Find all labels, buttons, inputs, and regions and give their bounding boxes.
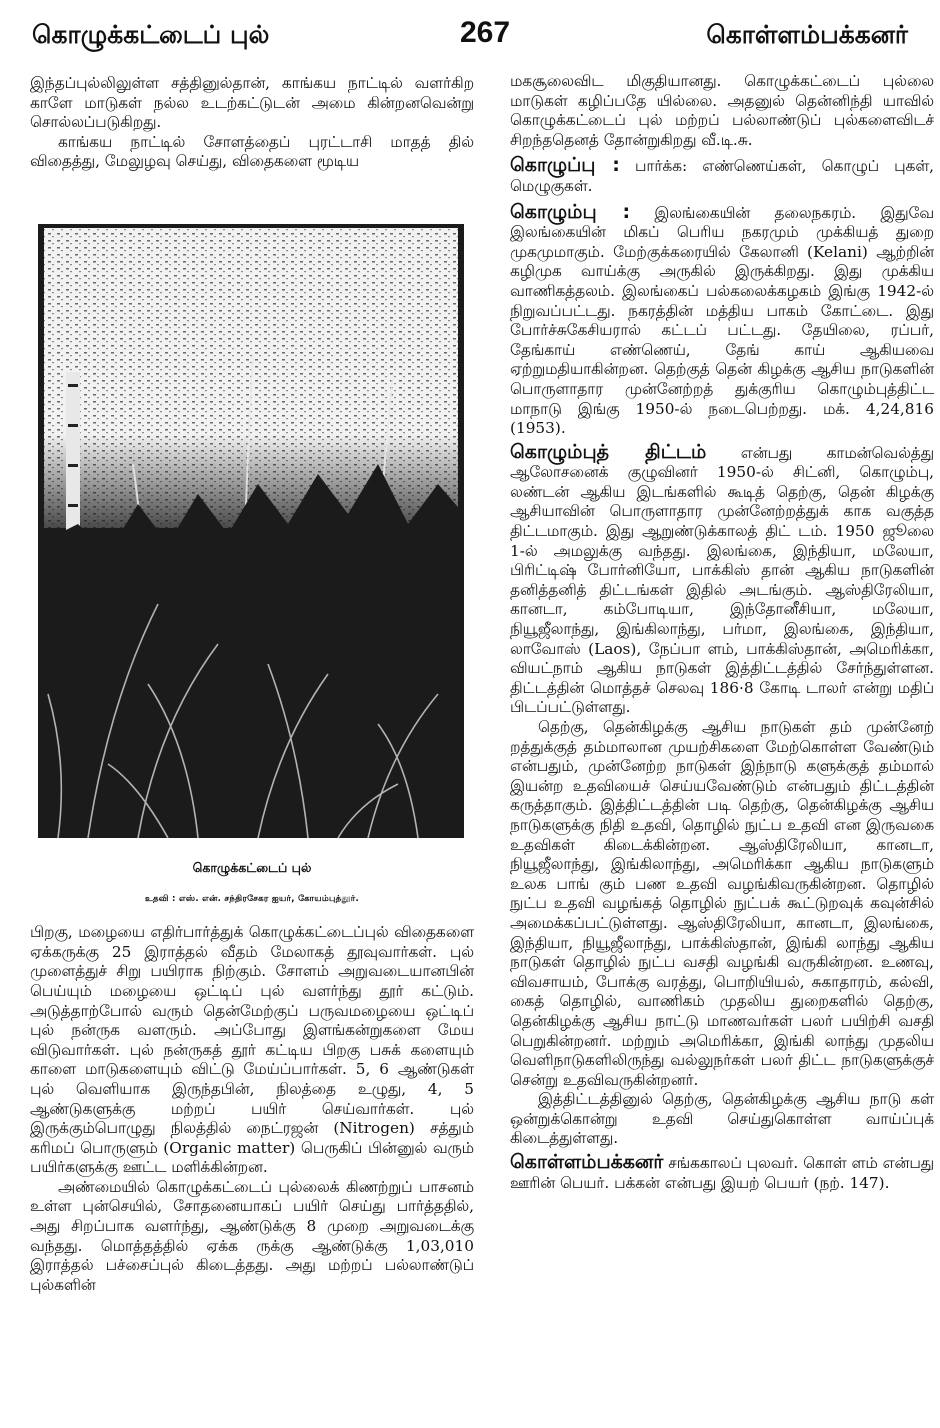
left-para-3: பிறகு, மழையை எதிர்பார்த்துக் கொழுக்கட்டைப்புல் விதைகளை ஏக்கருக்கு 25 இராத்தல் வீதம் மேலாகத் தூவுவார்கள். புல் முளைத்துச் சிறு பயிராக நிற்கும். சோளம் அறுவடையானபின் பெய்யும் மழையை ஒட்டிப் புல் வளர்ந்து தூர் கட்டும். அடுத்தாற்போல் வரும் தென்மேற்குப் பருவமழையை ஒட்டிப் புல் நன்ருக வளரும். அப்போது இளங்கன்றுகளை மேய விடுவார்கள். புல் நன்ருகத் தூர் கட்டிய பிறகு பசுக் களையும் காளை மாடுகளையும் விட்டு மேய்ப்பார்கள். 5, 6 ஆண்டுகள் புல் வெளியாக இருந்தபின், நிலத்தை உழுது, 4, 5 ஆண்டுகளுக்கு மற்றப் பயிர் செய்வார்கள். புல் இருக்கும்பொழுது நிலத்தில் நைட்ரஜன் (Nitrogen) சத்தும் கரிமப் பொருளும் (Organic matter) பெருகிப் பின்னுல் வரும் பயிர்களுக்கு ஊட்ட மளிக்கின்றன. [30, 923, 474, 1177]
entry-colombo-plan [510, 440, 934, 718]
entry-kozhuppu [510, 156, 934, 196]
grass-photo [38, 224, 464, 838]
page-number: 267 [460, 16, 511, 49]
entry-colombo-plan-body: என்பது காமன்வெல்த்து ஆலோசனைக் குழுவினர் 1950-ல் சிட்னி, கொழும்பு, லண்டன் ஆகிய இடங்களில் கூடித் தெற்கு, தென் கிழக்கு ஆசியாவின் பொருளாதார முன்னேற்றத்துக் காக வகுத்த திட்டமாகும். இது ஆறுண்டுக்காலத் திட் டம். 1950 ஜூலை 1-ல் அமலுக்கு வந்தது. இலங்கை, இந்தியா, மலேயா, பிரிட்டிஷ் போர்னியோ, பாக்கிஸ் தான் ஆகிய நாடுகளின் தனித்தனித் திட்டங்கள் இதில் அடங்கும். ஆஸ்திரேலியா, கானடா, கம்போடியா, இந்தோனீசியா, மலேயா, நியூஜீலாந்து, இங்கிலாந்து, பர்மா, இலங்கை, இந்தியா, லாவோஸ் (Laos), நேப்பா ளம், பாக்கிஸ்தான், அமெரிக்கா, வியட்நாம் ஆகிய நாடுகள் இத்திட்டத்தில் சேர்ந்துள்ளன. திட்டத்தின் மொத்தச் செலவு 186·8 கோடி டாலர் என்று மதிப் பிடப்பட்டுள்ளது. [510, 443, 934, 717]
right-para-2: தெற்கு, தென்கிழக்கு ஆசிய நாடுகள் தம் முன்னேற் றத்துக்குத் தம்மாலான முயற்சிகளை மேற்கொள்ள வேண்டும் என்பதும், முன்னேற்ற நாடுகள் இந்நாடு களுக்குத் தம்மால் இயன்ற உதவியைச் செய்யவேண்டும் என்பதும் திட்டத்தின் கருத்தாகும். இத்திட்டத்தின் படி தெற்கு, தென்கிழக்கு ஆசிய நாடுகளுக்கு நிதி உதவி, தொழில் நுட்ப உதவி என இருவகை உதவிகள் கிடைக்கின்றன. ஆஸ்திரேலியா, கானடா, நியூஜீலாந்து, இங்கிலாந்து, அமெரிக்கா ஆகிய நாடுகளும் உலக பாங் கும் பண உதவி வழங்கிவருகின்றன. தொழில் நுட்ப உதவி வழங்கத் தொழில் நுட்பக் கூட்டுறவுக் கவுன்சில் அமைக்கப்பட்டுள்ளது. ஆஸ்திரேலியா, கானடா, இலங்கை, இந்தியா, நியூஜீலாந்து, பாக்கிஸ்தான், இங்கி லாந்து ஆகிய நாடுகள் தொழில் நுட்ப வசதி வழங்கி வருகின்றன. உணவு, விவசாயம், போக்கு வரத்து, பொறியியல், சுகாதாரம், கல்வி, கைத் தொழில், வாணிகம் முதலிய துறைகளில் தெற்கு, தென்கிழக்கு ஆசிய நாட்டு மாணவர்கள் பலர் பயிற்சி வசதி பெறுகின்றனர். மற்றும் அமெரிக்கா, இங்கி லாந்து முதலிய வெளிநாடுகளிலிருந்து வல்லுநர்கள் பலர் திட்ட நாடுகளுக்குச் சென்று உதவிவருகின்றனர். [510, 718, 934, 1089]
entry-colombo-head: கொழும்பு : [510, 200, 631, 223]
entry-kozhuppu-body: பார்க்க: எண்ணெய்கள், கொழுப் புகள், மெழுகுகள். [510, 157, 934, 195]
entry-colombo-plan-head: கொழும்புத் திட்டம் [510, 440, 707, 463]
right-column [510, 72, 934, 1193]
left-column [30, 74, 474, 1295]
entry-kollampakkanar [510, 1153, 934, 1193]
entry-kollampakkanar-body: சங்ககாலப் புலவர். கொள் ளம் என்பது ஊரின் பெயர். பக்கன் என்பது இயற் பெயர் (நற். 147). [510, 1154, 934, 1192]
running-head-left: கொழுக்கட்டைப் புல் [32, 20, 270, 49]
left-para-2: காங்கய நாட்டில் சோளத்தைப் புரட்டாசி மாதத் தில் விதைத்து, மேலுழவு செய்து, விதைகளை மூடிய [30, 132, 474, 171]
entry-kollampakkanar-head: கொள்ளம்பக்கனர் [510, 1151, 664, 1174]
figure-caption: கொழுக்கட்டைப் புல் [192, 859, 312, 875]
right-para-3: இத்திட்டத்தினுல் தெற்கு, தென்கிழக்கு ஆசிய நாடு கள் ஒன்றுக்கொன்று உதவி செய்துகொள்ள வாய்ப்புக் கிடைத்துள்ளது. [510, 1090, 934, 1148]
grass-photo-illustration [38, 224, 464, 838]
page-header [22, 16, 918, 56]
right-para-1: மகசூலைவிட மிகுதியானது. கொழுக்கட்டைப் புல்லை மாடுகள் கழிப்பதே யில்லை. அதனுல் தென்னிந்தி யாவில் கொழுக்கட்டைப் புல் மற்றப் பல்லாண்டுப் புல்களைவிடச் சிறந்ததெனத் தோன்றுகிறது வீ.டி.சு. [510, 72, 934, 149]
running-head-right: கொள்ளம்பக்கனர் [706, 20, 908, 49]
entry-colombo-body: இலங்கையின் தலைநகரம். இதுவே இலங்கையின் மிகப் பெரிய நகரமும் முக்கியத் துறை முகமுமாகும். மேற்குக்கரையில் கேலானி (Kelani) ஆற்றின் கழிமுக வாய்க்கு அருகில் இருக்கிறது. இது முக்கிய வாணிகத்தலம். இலங்கைப் பல்கலைக்கழகம் இங்கு 1942-ல் நிறுவப்பட்டது. நகரத்தின் மத்திய பாகம் கோட்டை. இது போர்ச்சுகேசியரால் கட்டப் பட்டது. தேயிலை, ரப்பர், தேங்காய் எண்ணெய், தேங் காய் ஆகியவை ஏற்றுமதியாகின்றன. தெற்குத் தென் கிழக்கு ஆசிய நாடுகளின் பொருளாதார முன்னேற்றத் துக்குரிய கொழும்புத்திட்ட மாநாடு இங்கு 1950-ல் நடைபெற்றது. மக். 4,24,816 (1953). [510, 203, 934, 438]
entry-kozhuppu-head: கொழுப்பு : [510, 154, 620, 177]
figure-credit: உதவி : எஸ். என். சந்திரசேகர ஐயர், கோயம்புத்தூர். [144, 893, 360, 904]
entry-colombo [510, 200, 934, 439]
left-para-4: அண்மையில் கொழுக்கட்டைப் புல்லைக் கிணற்றுப் பாசனம் உள்ள புன்செயில், சோதனையாகப் பயிர் செய்து பார்த்ததில், அது சிறப்பாக வளர்ந்து, ஆண்டுக்கு 8 முறை அறுவடைக்கு வந்தது. மொத்தத்தில் ஏக்க ருக்கு ஆண்டுக்கு 1,03,010 இராத்தல் பச்சைப்புல் கிடைத்தது. அது மற்றப் பல்லாண்டுப் புல்களின் [30, 1177, 474, 1294]
left-para-1: இந்தப்புல்லிலுள்ள சத்தினுல்தான், காங்கய நாட்டில் வளர்கிற காளே மாடுகள் நல்ல உடற்கட்டுடன் அமை கின்றனவென்று சொல்லப்படுகிறது. [30, 74, 474, 132]
